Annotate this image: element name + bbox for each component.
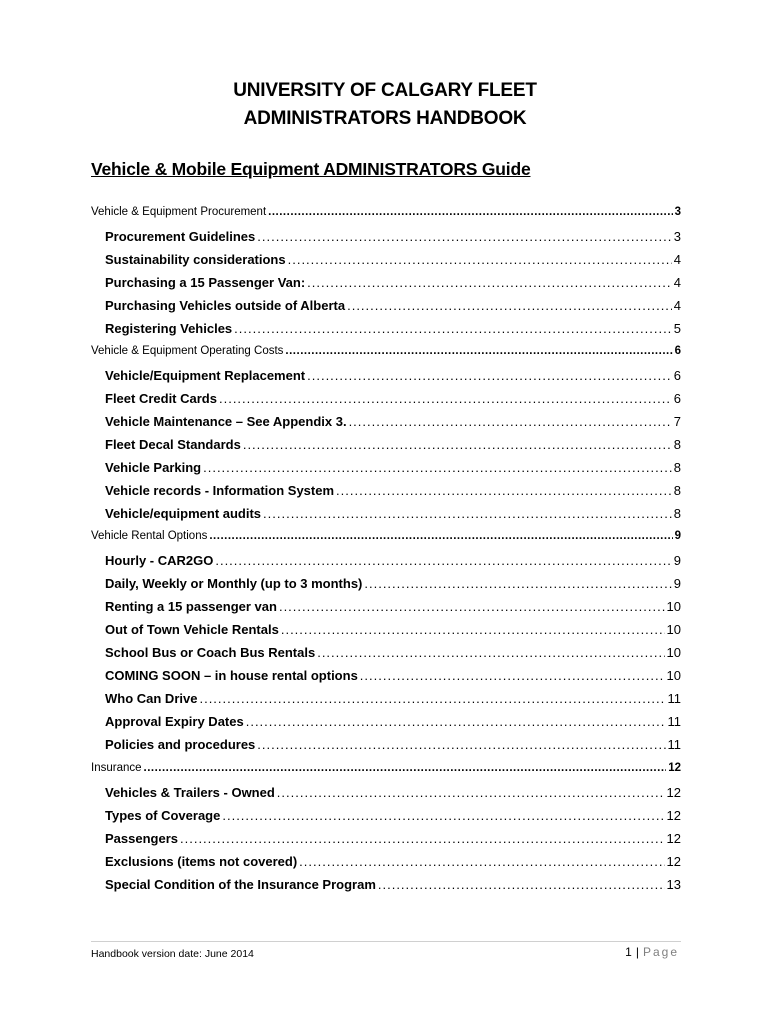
footer-page-indicator <box>625 945 679 959</box>
toc-entry[interactable]: Purchasing Vehicles outside of Alberta ..... 4 <box>105 298 681 313</box>
toc-entry[interactable]: Purchasing a 15 Passenger Van: ..... 4 <box>105 275 681 290</box>
toc-entry[interactable]: Hourly - CAR2GO ..... 9 <box>105 553 681 568</box>
toc-entry[interactable]: Approval Expiry Dates ..... 11 <box>105 714 681 729</box>
toc-heading[interactable]: Vehicle Rental Options ..... 9 <box>91 530 681 542</box>
toc-entry[interactable]: Sustainability considerations ..... 4 <box>105 252 681 267</box>
toc-entry[interactable]: Vehicle/Equipment Replacement ..... 6 <box>105 368 681 383</box>
toc-heading[interactable]: Vehicle & Equipment Procurement ..... 3 <box>91 206 681 218</box>
footer-divider <box>91 941 681 942</box>
toc-heading[interactable]: Insurance ..... 12 <box>91 762 681 774</box>
toc-entry[interactable]: Types of Coverage ..... 12 <box>105 808 681 823</box>
toc-entry[interactable]: Fleet Decal Standards ..... 8 <box>105 437 681 452</box>
toc-entry[interactable]: COMING SOON – in house rental options ..... 10 <box>105 668 681 683</box>
toc-entry[interactable]: Vehicle Parking ..... 8 <box>105 460 681 475</box>
page-number: 1 <box>625 945 632 959</box>
toc-entry[interactable]: Vehicle/equipment audits ..... 8 <box>105 506 681 521</box>
toc-entry[interactable]: Exclusions (items not covered) ..... 12 <box>105 854 681 869</box>
document-subtitle: Vehicle & Mobile Equipment ADMINISTRATORS Guide <box>91 159 531 179</box>
toc-entry[interactable]: Passengers ..... 12 <box>105 831 681 846</box>
toc-entry[interactable]: Vehicles & Trailers - Owned ..... 12 <box>105 785 681 800</box>
toc-entry[interactable]: Renting a 15 passenger van ..... 10 <box>105 599 681 614</box>
toc-entry[interactable]: Vehicle records - Information System ..... 8 <box>105 483 681 498</box>
toc-entry[interactable]: Who Can Drive ..... 11 <box>105 691 681 706</box>
toc-entry[interactable]: Vehicle Maintenance – See Appendix 3. ..... 7 <box>105 414 681 429</box>
toc-heading[interactable]: Vehicle & Equipment Operating Costs ..... 6 <box>91 345 681 357</box>
toc-entry[interactable]: Procurement Guidelines ..... 3 <box>105 229 681 244</box>
toc-entry[interactable]: School Bus or Coach Bus Rentals ..... 10 <box>105 645 681 660</box>
document-title-line-2: ADMINISTRATORS HANDBOOK <box>243 108 527 129</box>
toc-entry[interactable]: Special Condition of the Insurance Program ..... 13 <box>105 877 681 892</box>
page-separator: | <box>635 945 639 959</box>
page-label: Page <box>642 945 679 959</box>
toc-entry[interactable]: Out of Town Vehicle Rentals ..... 10 <box>105 622 681 637</box>
toc-entry[interactable]: Daily, Weekly or Monthly (up to 3 months) ..... 9 <box>105 576 681 591</box>
toc-entry[interactable]: Fleet Credit Cards ..... 6 <box>105 391 681 406</box>
toc-entry[interactable]: Registering Vehicles ..... 5 <box>105 321 681 336</box>
document-title-line-1: UNIVERSITY OF CALGARY FLEET <box>233 80 537 101</box>
footer-version: Handbook version date: June 2014 <box>91 948 254 960</box>
toc-entry[interactable]: Policies and procedures ..... 11 <box>105 737 681 752</box>
